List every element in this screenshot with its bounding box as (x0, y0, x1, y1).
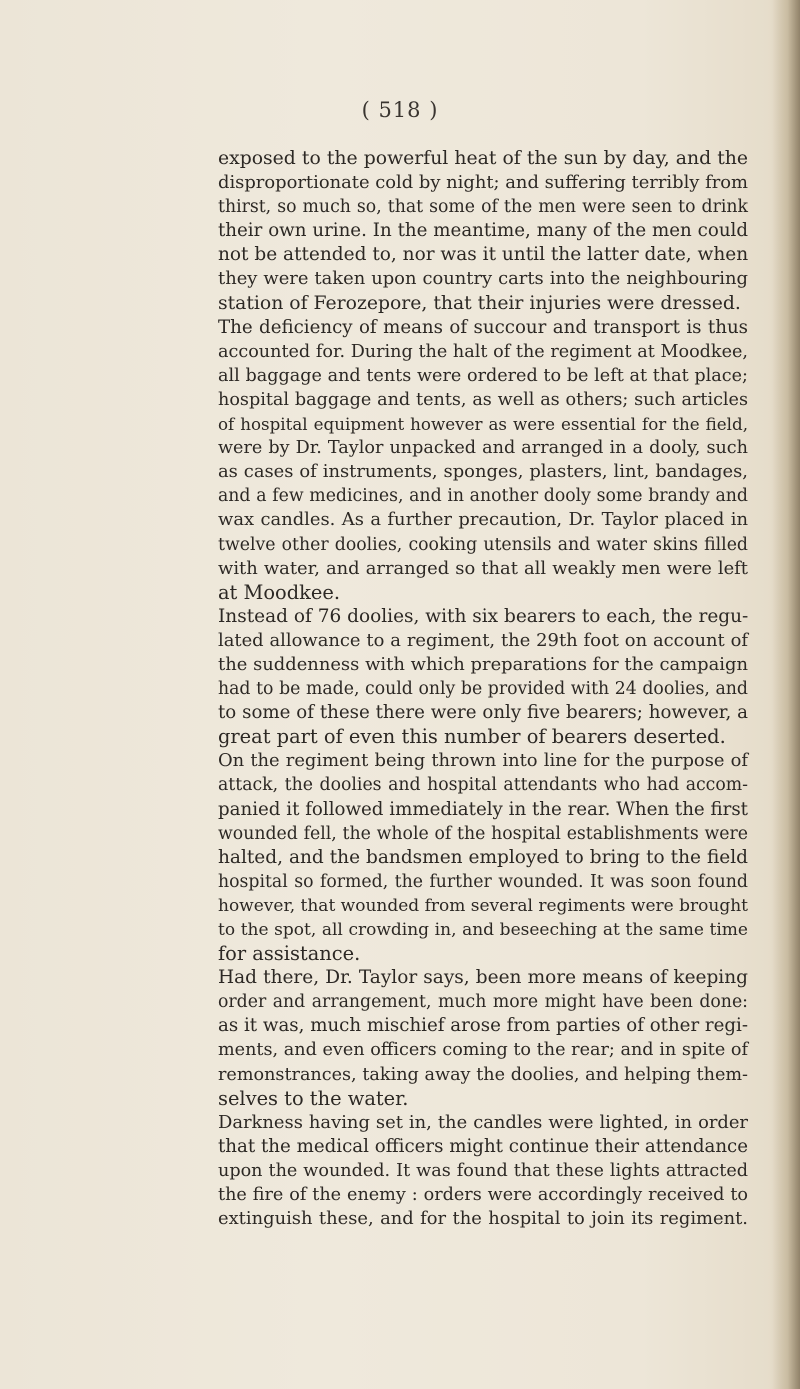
text-line: however, that wounded from several regiments were brought (218, 895, 748, 916)
text-line: of hospital equipment however as were essential for the field, (218, 414, 748, 435)
text-line: that the medical officers might continue their attendance (218, 1135, 748, 1157)
body-text (218, 147, 748, 1231)
text-line: were by Dr. Taylor unpacked and arranged in a dooly, such (218, 438, 748, 459)
text-line: great part of even this number of bearers deserted. (218, 725, 726, 749)
text-line: panied it followed immediately in the rear. When the first (218, 798, 748, 820)
text-line: Darkness having set in, the candles were lighted, in order (218, 1111, 748, 1133)
text-line: wax candles. As a further precaution, Dr. Taylor placed in (218, 509, 748, 531)
text-line: On the regiment being thrown into line for the purpose of (218, 750, 748, 772)
text-line: order and arrangement, much more might have been done: (218, 992, 748, 1013)
text-line: not be attended to, nor was it until the latter date, when (218, 244, 749, 266)
text-line: wounded fell, the whole of the hospital establishments were (218, 823, 748, 844)
text-line: Instead of 76 doolies, with six bearers to each, the regu- (218, 605, 749, 627)
text-line: hospital so formed, the further wounded. It was soon found (218, 871, 748, 892)
text-line: the fire of the enemy : orders were accordingly received to (218, 1185, 748, 1206)
text-line: station of Ferozepore, that their injuries were dressed. (218, 292, 741, 314)
text-line: thirst, so much so, that some of the men were seen to drink (218, 197, 748, 218)
text-line: for assistance. (218, 942, 361, 966)
text-line: The deficiency of means of succour and transport is thus (218, 316, 748, 338)
text-line: hospital baggage and tents, as well as others; such articles (218, 389, 748, 410)
text-line: extinguish these, and for the hospital to join its regiment. (218, 1208, 748, 1230)
text-line: with water, and arranged so that all weakly men were left (218, 557, 748, 579)
text-line: at Moodkee. (218, 580, 340, 604)
text-line: they were taken upon country carts into the neighbouring (218, 268, 748, 290)
text-line: attack, the doolies and hospital attendants who had accom- (218, 775, 748, 796)
text-line: remonstrances, taking away the doolies, and helping them- (218, 1064, 748, 1085)
text-line: their own urine. In the meantime, many of the men could (218, 220, 748, 242)
text-line: selves to the water. (218, 1086, 409, 1110)
text-line: to the spot, all crowding in, and beseeching at the same time (218, 920, 748, 940)
text-line: lated allowance to a regiment, the 29th foot on account of (218, 629, 748, 651)
text-line: disproportionate cold by night; and suffering terribly from (218, 172, 749, 194)
text-line: as cases of instruments, sponges, plasters, lint, bandages, (218, 461, 748, 483)
text-line: to some of these there were only five bearers; however, a (218, 702, 748, 724)
text-line: Had there, Dr. Taylor says, been more means of keeping (218, 967, 748, 989)
text-line: as it was, much mischief arose from parties of other regi- (218, 1015, 748, 1037)
text-line: the suddenness with which preparations for the campaign (218, 653, 748, 675)
text-line: upon the wounded. It was found that these lights attracted (218, 1160, 748, 1181)
text-line: halted, and the bandsmen employed to bring to the field (218, 846, 748, 868)
page-number: ( 518 ) (361, 98, 439, 122)
text-line: twelve other doolies, cooking utensils and water skins filled (218, 534, 748, 555)
page-edge-shadow (772, 0, 800, 1389)
text-line: ments, and even officers coming to the rear; and in spite of (218, 1040, 748, 1061)
text-line: exposed to the powerful heat of the sun by day, and the (218, 148, 748, 169)
text-line: all baggage and tents were ordered to be left at that place; (218, 365, 748, 386)
text-line: had to be made, could only be provided with 24 doolies, and (218, 679, 748, 700)
text-line: and a few medicines, and in another dooly some brandy and (218, 486, 748, 507)
text-line: accounted for. During the halt of the regiment at Moodkee, (218, 341, 748, 362)
